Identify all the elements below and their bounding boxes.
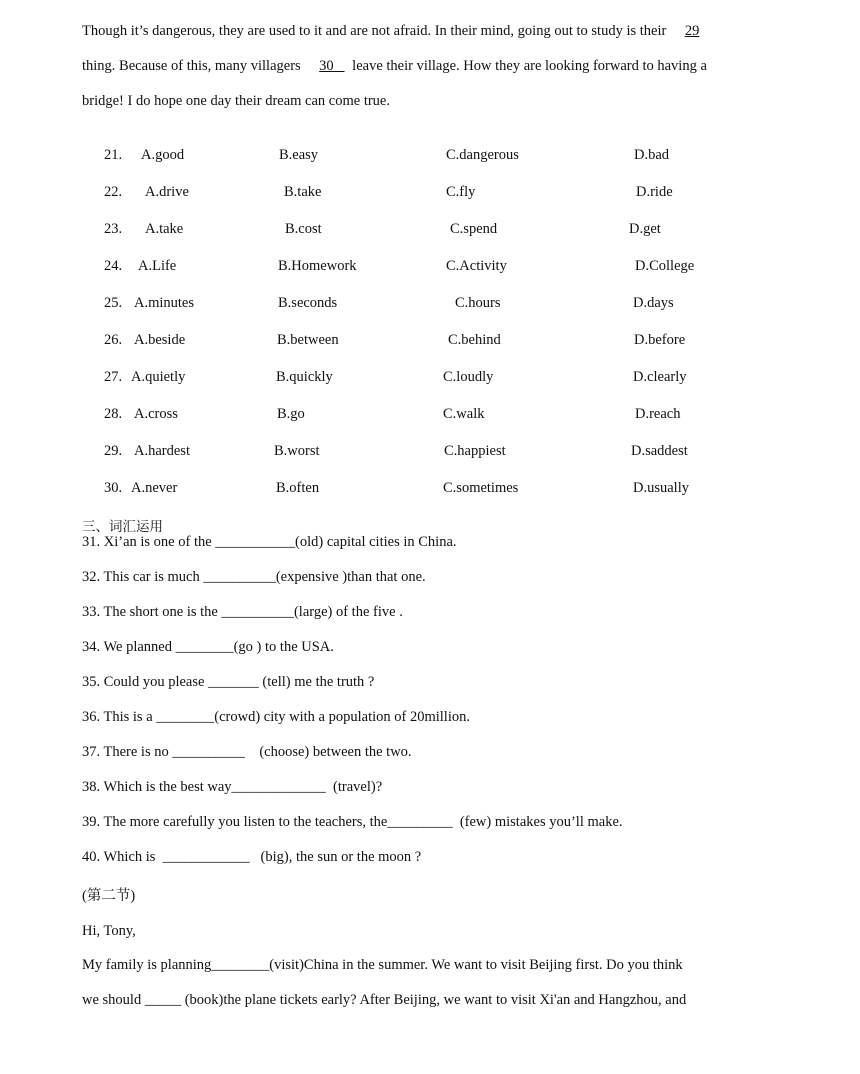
option-c[interactable]: C.hours [455,295,501,311]
option-a[interactable]: A.good [141,147,185,163]
option-b[interactable]: B.go [277,406,305,422]
option-row [0,221,860,241]
option-c[interactable]: C.walk [443,406,485,422]
option-c[interactable]: C.loudly [443,369,494,385]
option-c[interactable]: C.behind [448,332,501,348]
option-a[interactable]: A.cross [134,406,178,422]
vocab-question: 40. Which is ____________ (big), the sun or the moon ? [82,849,422,865]
vocab-question: 36. This is a ________(crowd) city with a population of 20million. [82,709,470,725]
option-c[interactable]: C.fly [446,184,476,200]
option-d[interactable]: D.saddest [631,443,688,459]
vocab-question: 33. The short one is the __________(large) of the five . [82,604,403,620]
option-a[interactable]: A.hardest [134,443,190,459]
letter-paragraph [82,948,734,1018]
vocab-question: 39. The more carefully you listen to the teachers, the_________ (few) mistakes you’ll make. [82,814,623,830]
question-number: 26. [104,332,123,348]
option-row [0,443,860,463]
option-d[interactable]: D.ride [636,184,673,200]
option-d[interactable]: D.reach [635,406,681,422]
part-heading: (第二节) [82,888,136,904]
blank-29: 29 [684,23,700,39]
vocab-question: 31. Xi’an is one of the ___________(old) capital cities in China. [82,534,457,550]
option-row [0,406,860,426]
option-row [0,184,860,204]
option-b[interactable]: B.easy [279,147,319,163]
option-d[interactable]: D.College [635,258,695,274]
question-number: 25. [104,295,123,311]
question-number: 24. [104,258,123,274]
option-row [0,480,860,500]
option-row [0,369,860,389]
option-a[interactable]: A.Life [138,258,177,274]
option-c[interactable]: C.dangerous [446,147,519,163]
letter-greeting: Hi, Tony, [82,923,136,939]
vocab-question: 38. Which is the best way_____________ (travel)? [82,779,383,795]
option-b[interactable]: B.seconds [278,295,338,311]
option-b[interactable]: B.quickly [276,369,333,385]
question-number: 30. [104,480,123,496]
vocab-question: 32. This car is much __________(expensive )than that one. [82,569,426,585]
passage-line-2: thing. Because of this, many villagers 30 leave their village. How they are looking forward to having a [82,49,734,84]
section-heading: 三、词汇运用 [82,519,163,535]
vocab-question: 35. Could you please _______ (tell) me the truth ? [82,674,375,690]
option-b[interactable]: B.Homework [278,258,357,274]
option-c[interactable]: C.Activity [446,258,507,274]
option-b[interactable]: B.often [276,480,320,496]
option-d[interactable]: D.bad [634,147,670,163]
option-a[interactable]: A.take [145,221,184,237]
passage-line-1: Though it’s dangerous, they are used to it and are not afraid. In their mind, going out to study is their 29 [82,14,734,49]
option-a[interactable]: A.minutes [134,295,195,311]
option-c[interactable]: C.happiest [444,443,506,459]
question-number: 29. [104,443,123,459]
question-number: 23. [104,221,123,237]
option-row [0,258,860,278]
option-d[interactable]: D.clearly [633,369,687,385]
option-a[interactable]: A.beside [134,332,186,348]
passage-line-3: bridge! I do hope one day their dream can come true. [82,93,390,109]
option-b[interactable]: B.take [284,184,322,200]
vocab-question: 37. There is no __________ (choose) between the two. [82,744,412,760]
question-number: 21. [104,147,123,163]
vocab-question: 34. We planned ________(go ) to the USA. [82,639,334,655]
option-a[interactable]: A.drive [145,184,189,200]
option-row [0,295,860,315]
option-row [0,332,860,352]
option-c[interactable]: C.sometimes [443,480,519,496]
option-row [0,147,860,167]
passage-paragraph [82,14,734,119]
option-d[interactable]: D.before [634,332,686,348]
question-number: 27. [104,369,123,385]
question-number: 22. [104,184,123,200]
option-a[interactable]: A.never [131,480,178,496]
option-c[interactable]: C.spend [450,221,498,237]
letter-line-1: My family is planning________(visit)China in the summer. We want to visit Beijing first. Do you think [82,957,683,973]
option-d[interactable]: D.days [633,295,674,311]
option-d[interactable]: D.usually [633,480,689,496]
option-b[interactable]: B.worst [274,443,320,459]
option-a[interactable]: A.quietly [131,369,186,385]
option-d[interactable]: D.get [629,221,661,237]
question-number: 28. [104,406,123,422]
letter-line-2: we should _____ (book)the plane tickets early? After Beijing, we want to visit Xi'an and Hangzhou, and [82,992,687,1008]
option-b[interactable]: B.between [277,332,339,348]
blank-30: 30 [319,58,334,74]
option-b[interactable]: B.cost [285,221,322,237]
